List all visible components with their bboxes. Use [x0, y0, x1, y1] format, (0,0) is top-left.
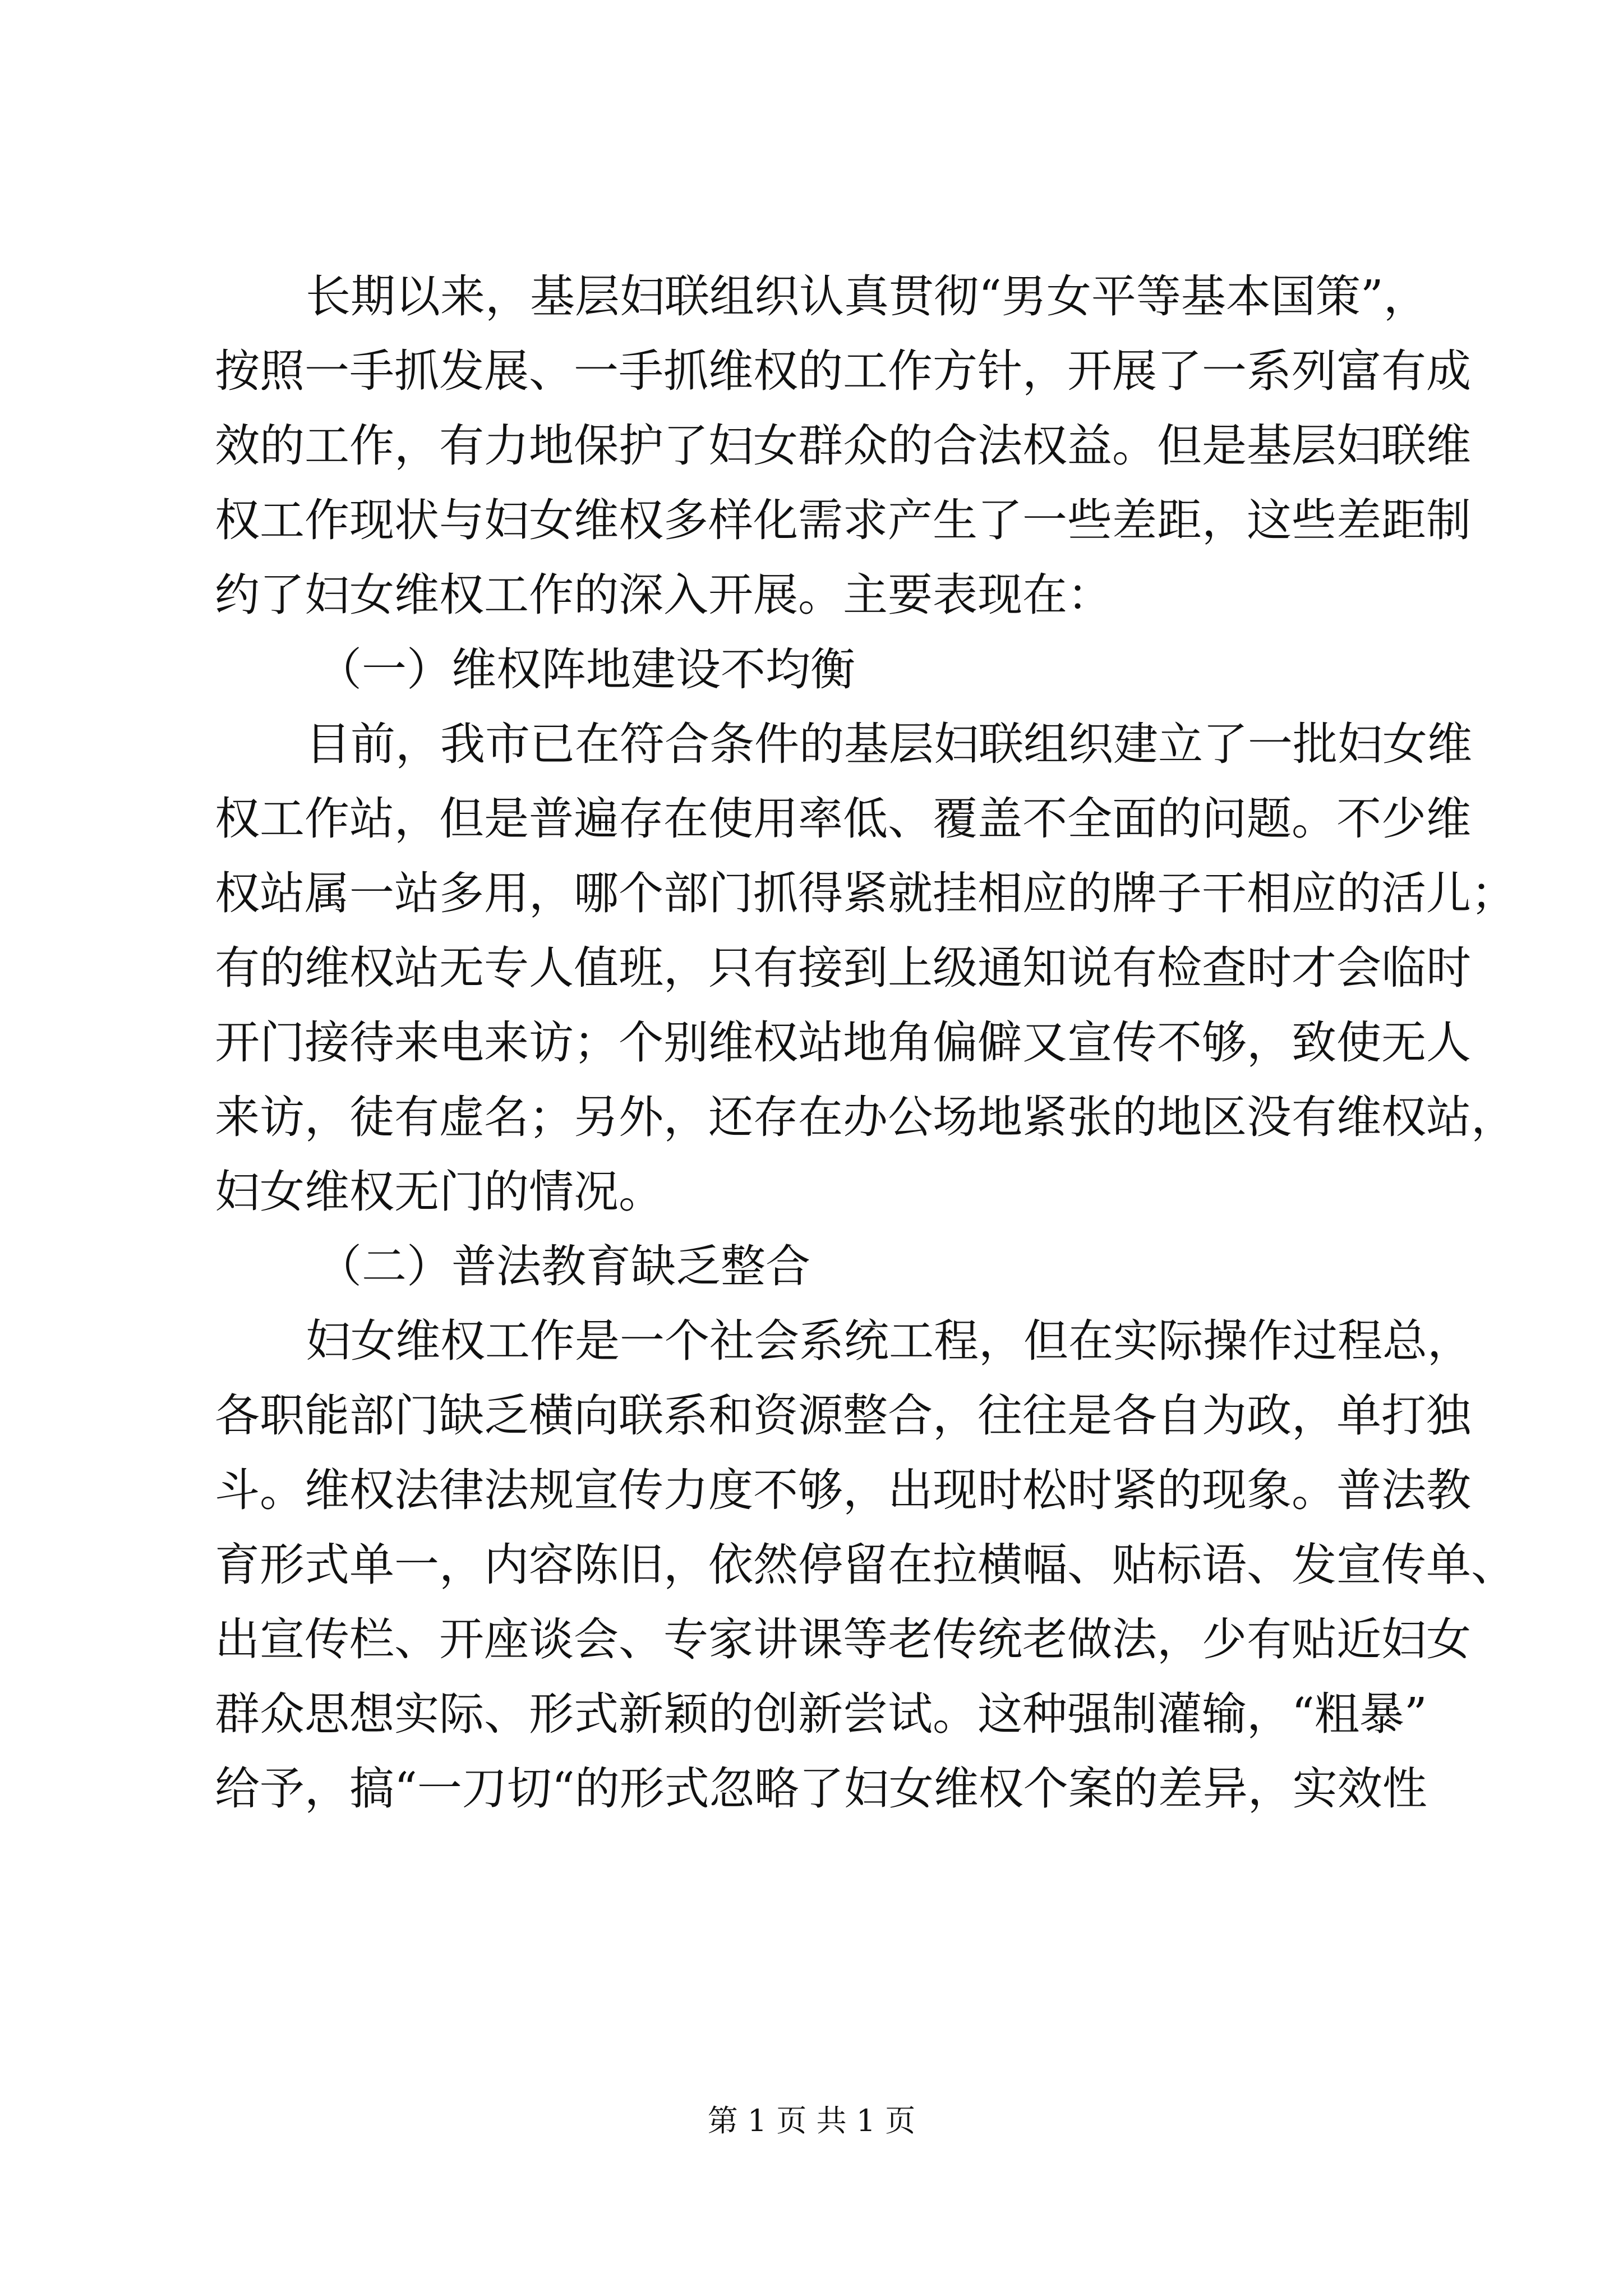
text-line: 来访，徒有虚名；另外，还存在办公场地紧张的地区没有维权站， — [215, 1091, 1516, 1143]
section-heading-2: （二）普法教育缺乏整合 — [317, 1240, 810, 1292]
text-line: 开门接待来电来访；个别维权站地角偏僻又宣传不够，致使无人 — [215, 1016, 1471, 1069]
text-line: 按照一手抓发展、一手抓维权的工作方针，开展了一系列富有成 — [215, 345, 1471, 397]
text-line: 权工作现状与妇女维权多样化需求产生了一些差距，这些差距制 — [215, 494, 1471, 546]
text-line: 长期以来，基层妇联组织认真贯彻“男女平等基本国策”， — [306, 270, 1428, 323]
text-line: 妇女维权工作是一个社会系统工程，但在实际操作过程总， — [306, 1315, 1472, 1367]
paragraph-legal-education — [215, 1304, 1516, 1826]
text-line: 目前，我市已在符合条件的基层妇联组织建立了一批妇女维 — [306, 718, 1472, 770]
document-body — [215, 259, 1516, 1826]
text-line: 约了妇女维权工作的深入开展。主要表现在： — [215, 569, 1112, 621]
section-heading-1: （一）维权阵地建设不均衡 — [317, 643, 855, 696]
text-line: 妇女维权无门的情况。 — [215, 1166, 663, 1218]
text-line: 权站属一站多用，哪个部门抓得紧就挂相应的牌子干相应的活儿； — [215, 867, 1516, 919]
text-line: 斗。维权法律法规宣传力度不够，出现时松时紧的现象。普法教 — [215, 1464, 1471, 1516]
page-number-footer: 第 1 页 共 1 页 — [707, 2103, 916, 2138]
paragraph-intro — [215, 259, 1471, 632]
paragraph-rights-stations — [215, 707, 1516, 1229]
text-line: 育形式单一，内容陈旧，依然停留在拉横幅、贴标语、发宣传单、 — [215, 1539, 1516, 1591]
text-line: 各职能部门缺乏横向联系和资源整合，往往是各自为政，单打独 — [215, 1389, 1471, 1442]
text-line: 出宣传栏、开座谈会、专家讲课等老传统老做法，少有贴近妇女 — [215, 1613, 1471, 1665]
text-line: 权工作站，但是普遍存在使用率低、覆盖不全面的问题。不少维 — [215, 793, 1471, 845]
text-line: 群众思想实际、形式新颖的创新尝试。这种强制灌输，“粗暴” — [215, 1688, 1427, 1740]
text-line: 给予，搞“一刀切“的形式忽略了妇女维权个案的差异，实效性 — [215, 1763, 1427, 1815]
text-line: 有的维权站无专人值班，只有接到上级通知说有检查时才会临时 — [215, 942, 1471, 994]
text-line: 效的工作，有力地保护了妇女群众的合法权益。但是基层妇联维 — [215, 420, 1471, 472]
